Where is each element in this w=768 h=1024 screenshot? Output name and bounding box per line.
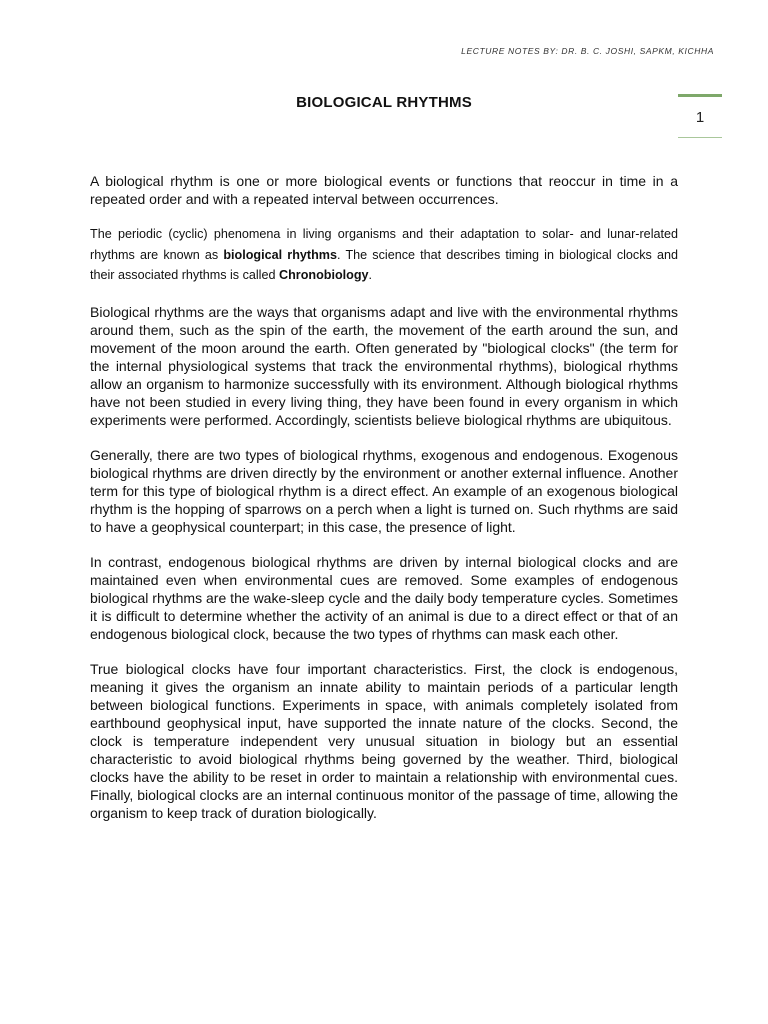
definition-text-3: . [368, 268, 373, 282]
paragraph-endogenous-rhythms: In contrast, endogenous biological rhythms are driven by internal biological clocks and are maintained even when environmental cues are removed. Some examples of endogenous biological rhythms are the wake-sleep cycle and the daily body temperature cycles. Sometimes it is difficult to determine whether the activity of an animal is due to a direct effect or that of an endogenous biological clock, because the two types of rhythms can mask each other. [90, 553, 678, 642]
page-number-box [678, 94, 722, 138]
definition-text-1: The periodic (cyclic) phenomena in living organisms and their adaptation to solar- and lunar-related rhythms are known as [90, 227, 678, 262]
paragraph-environmental-rhythms: Biological rhythms are the ways that organisms adapt and live with the environmental rhythms around them, such as the spin of the earth, the movement of the earth around the sun, and movement of the moon around the earth. Often generated by "biological clocks" (the term for the internal physiological systems that track the environmental rhythms), biological rhythms allow an organism to harmonize successfully with its environment. Although biological rhythms have not been studied in every living thing, they have been found in every organism in which experiments were performed. Accordingly, scientists believe biological rhythms are ubiquitous. [90, 303, 678, 428]
term-chronobiology: Chronobiology [279, 268, 369, 282]
paragraph-types-of-rhythms: Generally, there are two types of biological rhythms, exogenous and endogenous. Exogenous biological rhythms are driven directly by the environment or another external influence. Another term for this type of biological rhythm is a direct effect. An example of an exogenous biological rhythm is the hopping of sparrows on a perch when a light is turned on. Such rhythms are said to have a geophysical counterpart; in this case, the presence of light. [90, 446, 678, 535]
term-biological-rhythms: biological rhythms [223, 247, 337, 262]
paragraph-clock-characteristics: True biological clocks have four important characteristics. First, the clock is endogenous, meaning it gives the organism an innate ability to maintain periods of a particular length between biological functions. Experiments in space, with animals completely isolated from earthbound geophysical input, have supported the innate nature of the clocks. Second, the clock is temperature independent very unusual situation in biology but an essential characteristic to avoid biological rhythms being governed by the weather. Third, biological clocks have the ability to be reset in order to maintain a relationship with environmental cues. Finally, biological clocks are an internal continuous monitor of the passage of time, allowing the organism to keep track of duration biologically. [90, 660, 678, 821]
definition-text-2: . The science that describes timing in biological clocks and their associated rhythms is called [90, 247, 678, 282]
page-title: BIOLOGICAL RHYTHMS [296, 94, 472, 111]
page-number: 1 [695, 108, 705, 126]
lecture-notes-header: LECTURE NOTES BY: DR. B. C. JOSHI, SAPKM, KICHHA [461, 46, 714, 56]
document-body [90, 172, 678, 839]
paragraph-intro: A biological rhythm is one or more biological events or functions that reoccur in time in a repeated order and with a repeated interval between occurrences. [90, 173, 678, 207]
paragraph-definition [90, 224, 678, 286]
